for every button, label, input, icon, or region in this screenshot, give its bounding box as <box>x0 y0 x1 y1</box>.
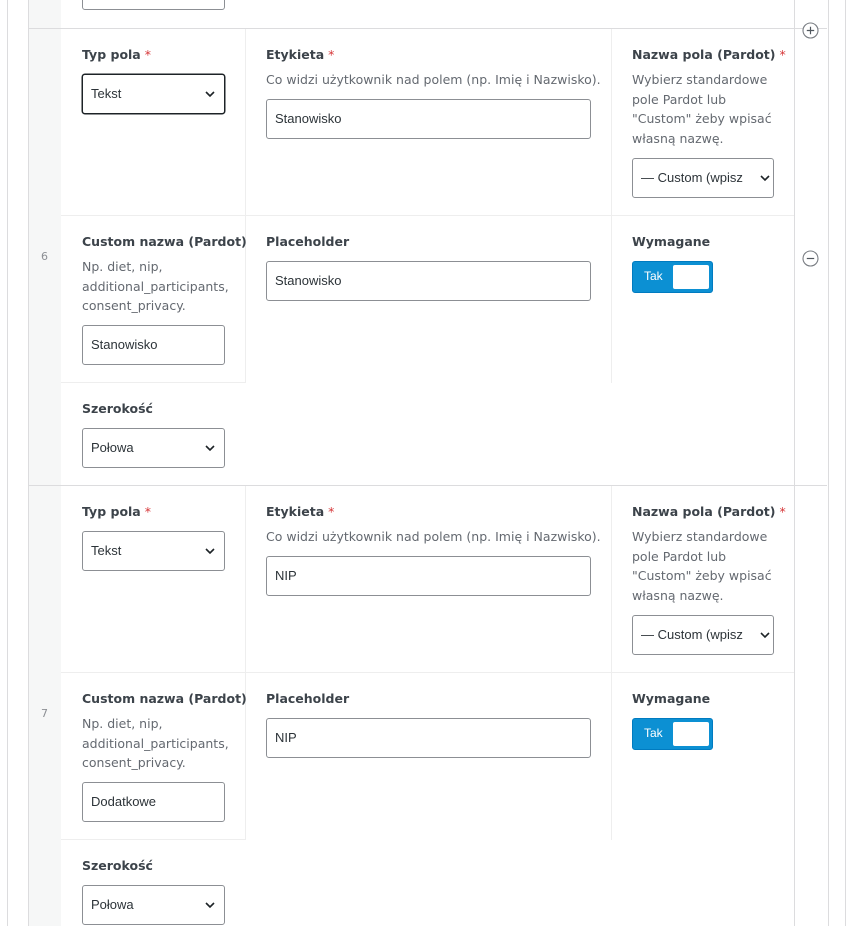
cell-divider <box>61 672 794 673</box>
row-number: 7 <box>41 707 48 720</box>
pardot-field-description: Wybierz standardowe pole Pardot lub "Custom" żeby wpisać własną nazwę. <box>632 529 772 603</box>
custom-name-label: Custom nazwa (Pardot) <box>82 234 247 249</box>
pardot-field-value: — Custom (wpisz <box>641 170 743 185</box>
cell-divider <box>245 486 246 840</box>
cell-divider <box>61 382 246 383</box>
chevron-down-icon <box>205 443 215 453</box>
remove-row-button[interactable] <box>802 250 819 267</box>
minus-circle-icon <box>802 250 819 267</box>
field-type-label: Typ pola * <box>82 47 151 62</box>
custom-name-input[interactable]: Stanowisko <box>82 325 225 365</box>
label-field-description: Co widzi użytkownik nad polem (np. Imię i Nazwisko). <box>266 72 601 87</box>
width-select[interactable] <box>82 428 225 468</box>
repeater-gutter <box>29 0 61 926</box>
pardot-field-description: Wybierz standardowe pole Pardot lub "Custom" żeby wpisać własną nazwę. <box>632 72 772 146</box>
cell-divider <box>61 215 794 216</box>
toggle-knob <box>673 265 709 289</box>
pardot-field-select[interactable] <box>632 158 774 198</box>
required-label: Wymagane <box>632 691 711 706</box>
row-number: 6 <box>41 250 48 263</box>
chevron-down-icon <box>760 173 770 183</box>
label-input[interactable]: Stanowisko <box>266 99 591 139</box>
width-label: Szerokość <box>82 401 153 416</box>
field-type-label: Typ pola * <box>82 504 151 519</box>
label-input[interactable]: NIP <box>266 556 591 596</box>
frame-right-line <box>845 0 846 926</box>
cell-divider <box>611 486 612 840</box>
placeholder-label: Placeholder <box>266 234 350 249</box>
label-field-description: Co widzi użytkownik nad polem (np. Imię i Nazwisko). <box>266 529 601 544</box>
chevron-down-icon <box>760 630 770 640</box>
field-type-select[interactable] <box>82 531 225 571</box>
cell-divider <box>245 29 246 383</box>
previous-row-width-select[interactable] <box>82 0 225 10</box>
frame-left-line <box>7 0 8 926</box>
chevron-down-icon <box>205 546 215 556</box>
required-toggle[interactable] <box>632 718 713 750</box>
pardot-field-label: Nazwa pola (Pardot) * <box>632 504 786 519</box>
pardot-field-label: Nazwa pola (Pardot) * <box>632 47 786 62</box>
row-divider <box>28 28 827 29</box>
field-type-select[interactable] <box>82 74 225 114</box>
pardot-field-select[interactable] <box>632 615 774 655</box>
cell-divider <box>61 839 246 840</box>
width-value: Połowa <box>91 897 134 912</box>
pardot-field-value: — Custom (wpisz <box>641 627 743 642</box>
placeholder-input[interactable]: Stanowisko <box>266 261 591 301</box>
toggle-knob <box>673 722 709 746</box>
custom-name-description: Np. diet, nip, additional_participants, consent_privacy. <box>82 259 229 313</box>
custom-name-label: Custom nazwa (Pardot) <box>82 691 247 706</box>
cell-divider <box>611 29 612 383</box>
custom-name-input[interactable]: Dodatkowe <box>82 782 225 822</box>
label-field-label: Etykieta * <box>266 504 335 519</box>
row-divider <box>28 485 827 486</box>
required-label: Wymagane <box>632 234 711 249</box>
plus-circle-icon <box>802 22 819 39</box>
width-label: Szerokość <box>82 858 153 873</box>
width-value: Połowa <box>91 440 134 455</box>
repeater-actions-column <box>794 0 829 926</box>
add-row-button[interactable] <box>802 22 819 39</box>
label-field-label: Etykieta * <box>266 47 335 62</box>
placeholder-input[interactable]: NIP <box>266 718 591 758</box>
width-select[interactable] <box>82 885 225 925</box>
chevron-down-icon <box>205 89 215 99</box>
custom-name-description: Np. diet, nip, additional_participants, consent_privacy. <box>82 716 229 770</box>
field-type-value: Tekst <box>91 86 122 101</box>
placeholder-label: Placeholder <box>266 691 350 706</box>
field-type-value: Tekst <box>91 543 122 558</box>
required-toggle-label: Tak <box>644 269 663 283</box>
required-toggle-label: Tak <box>644 726 663 740</box>
chevron-down-icon <box>205 900 215 910</box>
required-toggle[interactable] <box>632 261 713 293</box>
